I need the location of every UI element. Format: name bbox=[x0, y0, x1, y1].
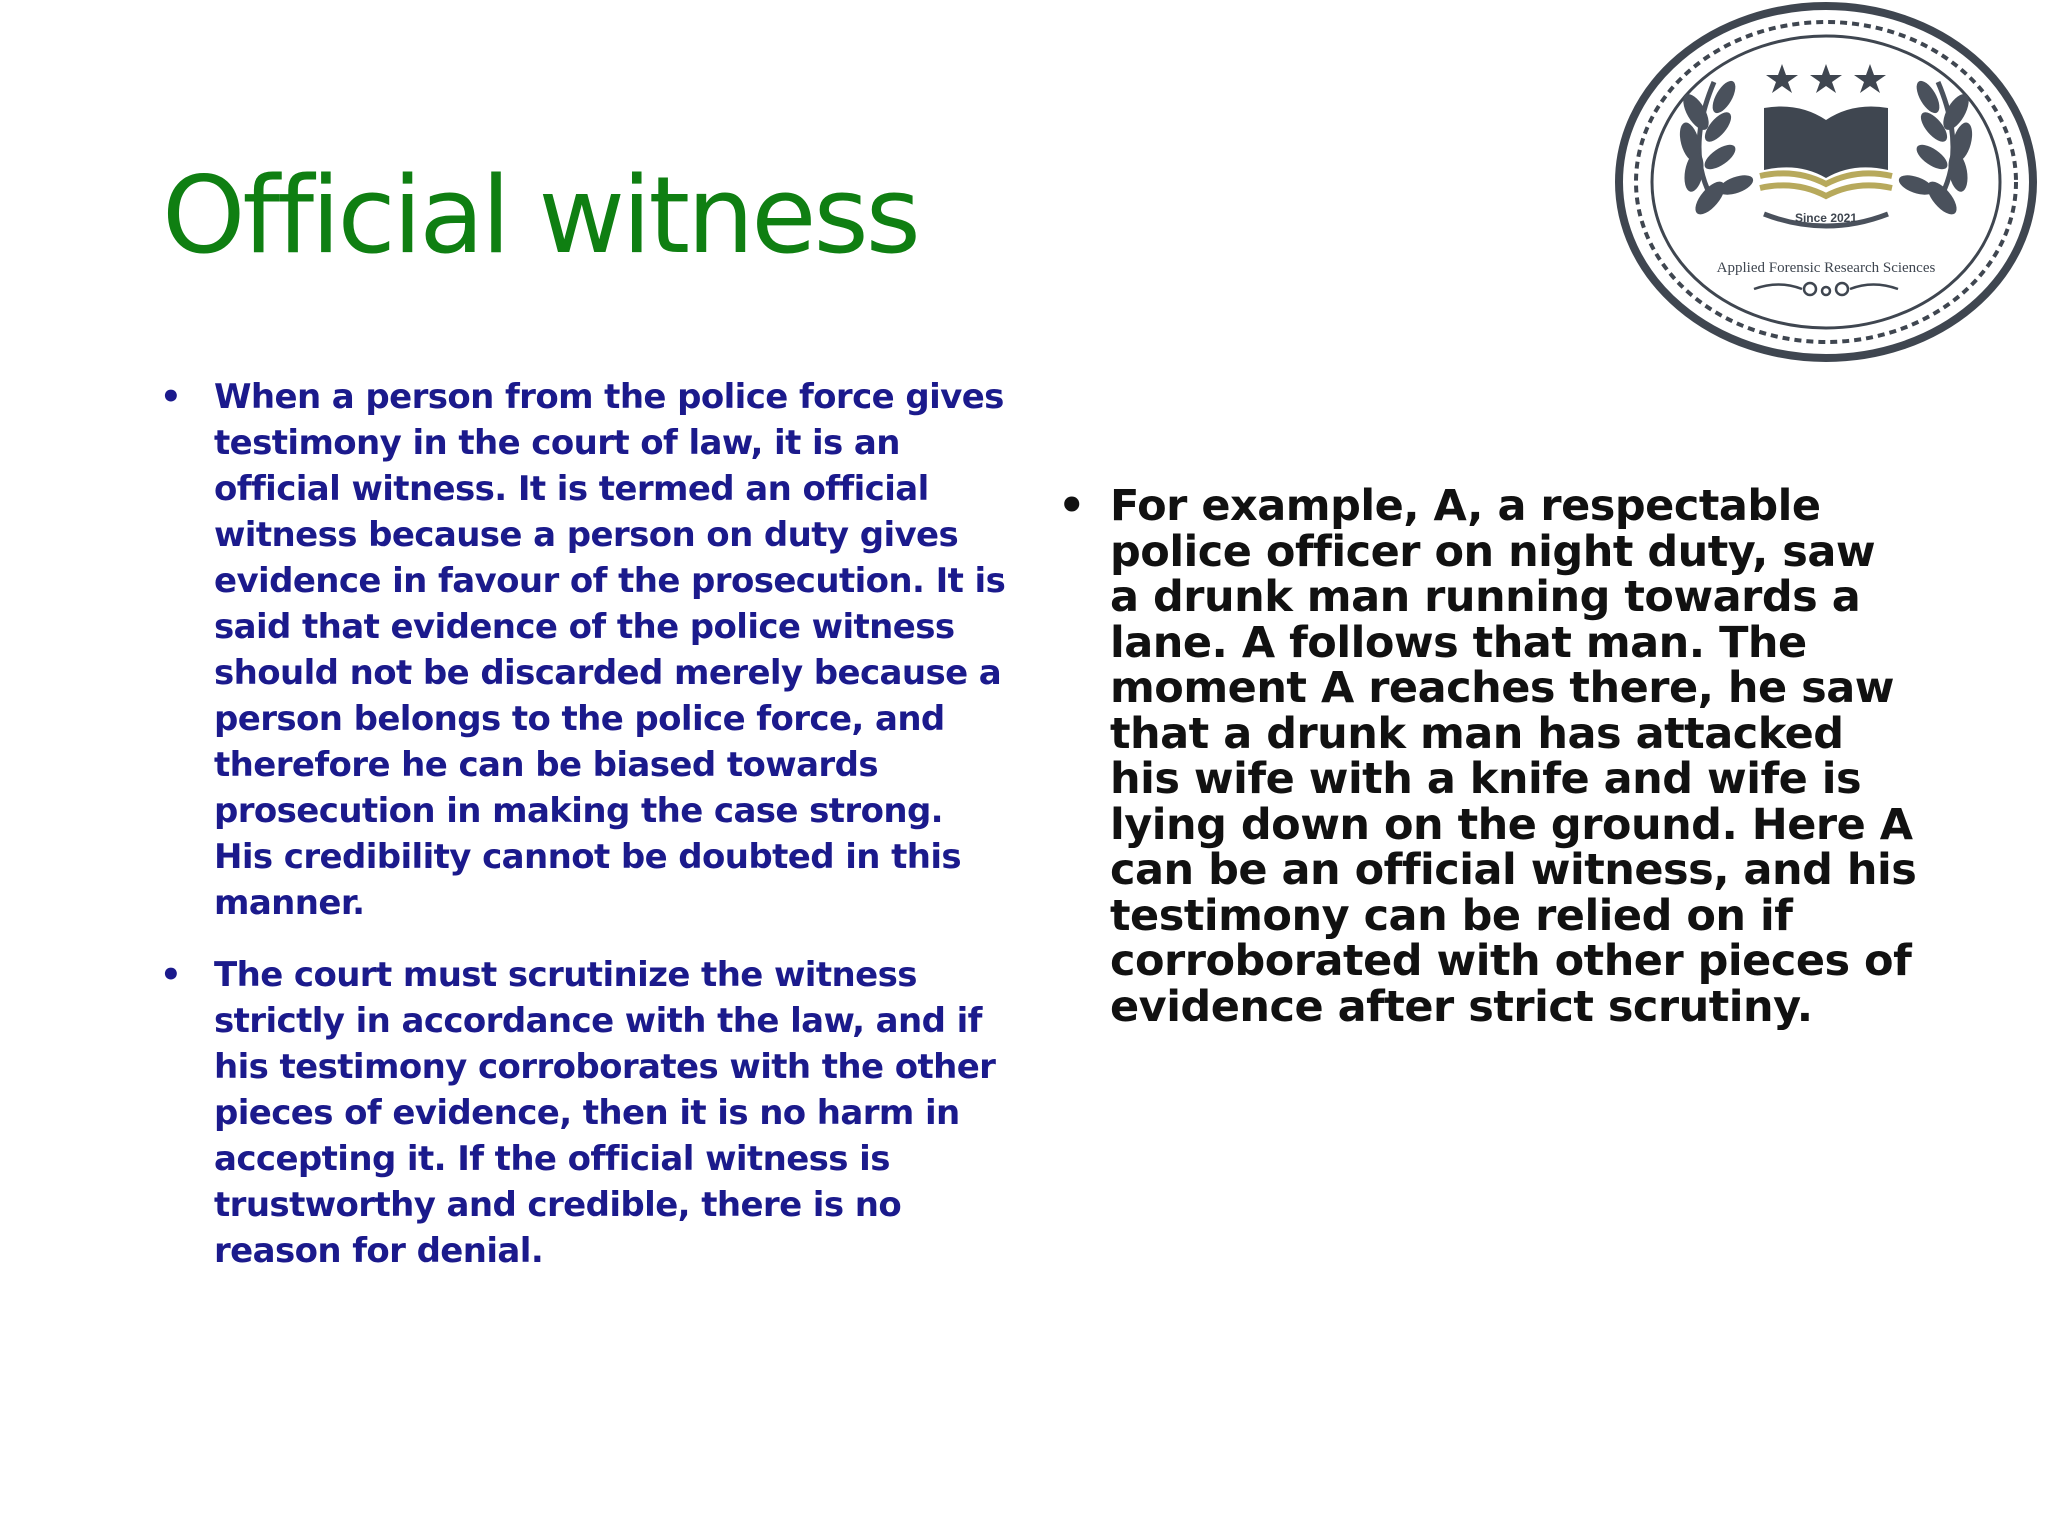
right-bullet-1 bbox=[1058, 481, 1918, 1032]
bullet-marker: • bbox=[160, 377, 182, 417]
organization-logo-seal bbox=[1614, 2, 2038, 366]
left-bullet-2 bbox=[158, 952, 1008, 1274]
bullet-text: When a person from the police force gives testimony in the court of law, it is an official witness. It is termed an official witness because a person on duty gives evidence in favour of the prosecution. It is said that evidence of the police witness should not be discarded merely because a person belongs to the police force, and therefore he can be biased towards prosecution in making the case strong. His credibility cannot be doubted in this manner. bbox=[214, 377, 1006, 923]
left-column bbox=[158, 374, 1008, 1300]
bullet-marker: • bbox=[160, 955, 182, 995]
right-column bbox=[1058, 481, 1918, 1032]
bullet-text: For example, A, a respectable police officer on night duty, saw a drunk man running towards a lane. A follows that man. The moment A reaches there, he saw that a drunk man has attacked his wife with a knife and wife is lying down on the ground. Here A can be an official witness, and his testimony can be relied on if corroborated with other pieces of evidence after strict scrutiny. bbox=[1110, 481, 1917, 1032]
logo-name-text: Applied Forensic Research Sciences bbox=[1716, 260, 1936, 276]
slide-title: Official witness bbox=[162, 154, 918, 277]
left-bullet-1 bbox=[158, 374, 1008, 926]
logo-since-text: Since 2021 bbox=[1794, 211, 1858, 225]
bullet-text: The court must scrutinize the witness strictly in accordance with the law, and if his testimony corroborates with the other pieces of evidence, then it is no harm in accepting it. If the official witness is trustworthy and credible, there is no reason for denial. bbox=[214, 955, 996, 1271]
bullet-marker: • bbox=[1058, 481, 1085, 531]
